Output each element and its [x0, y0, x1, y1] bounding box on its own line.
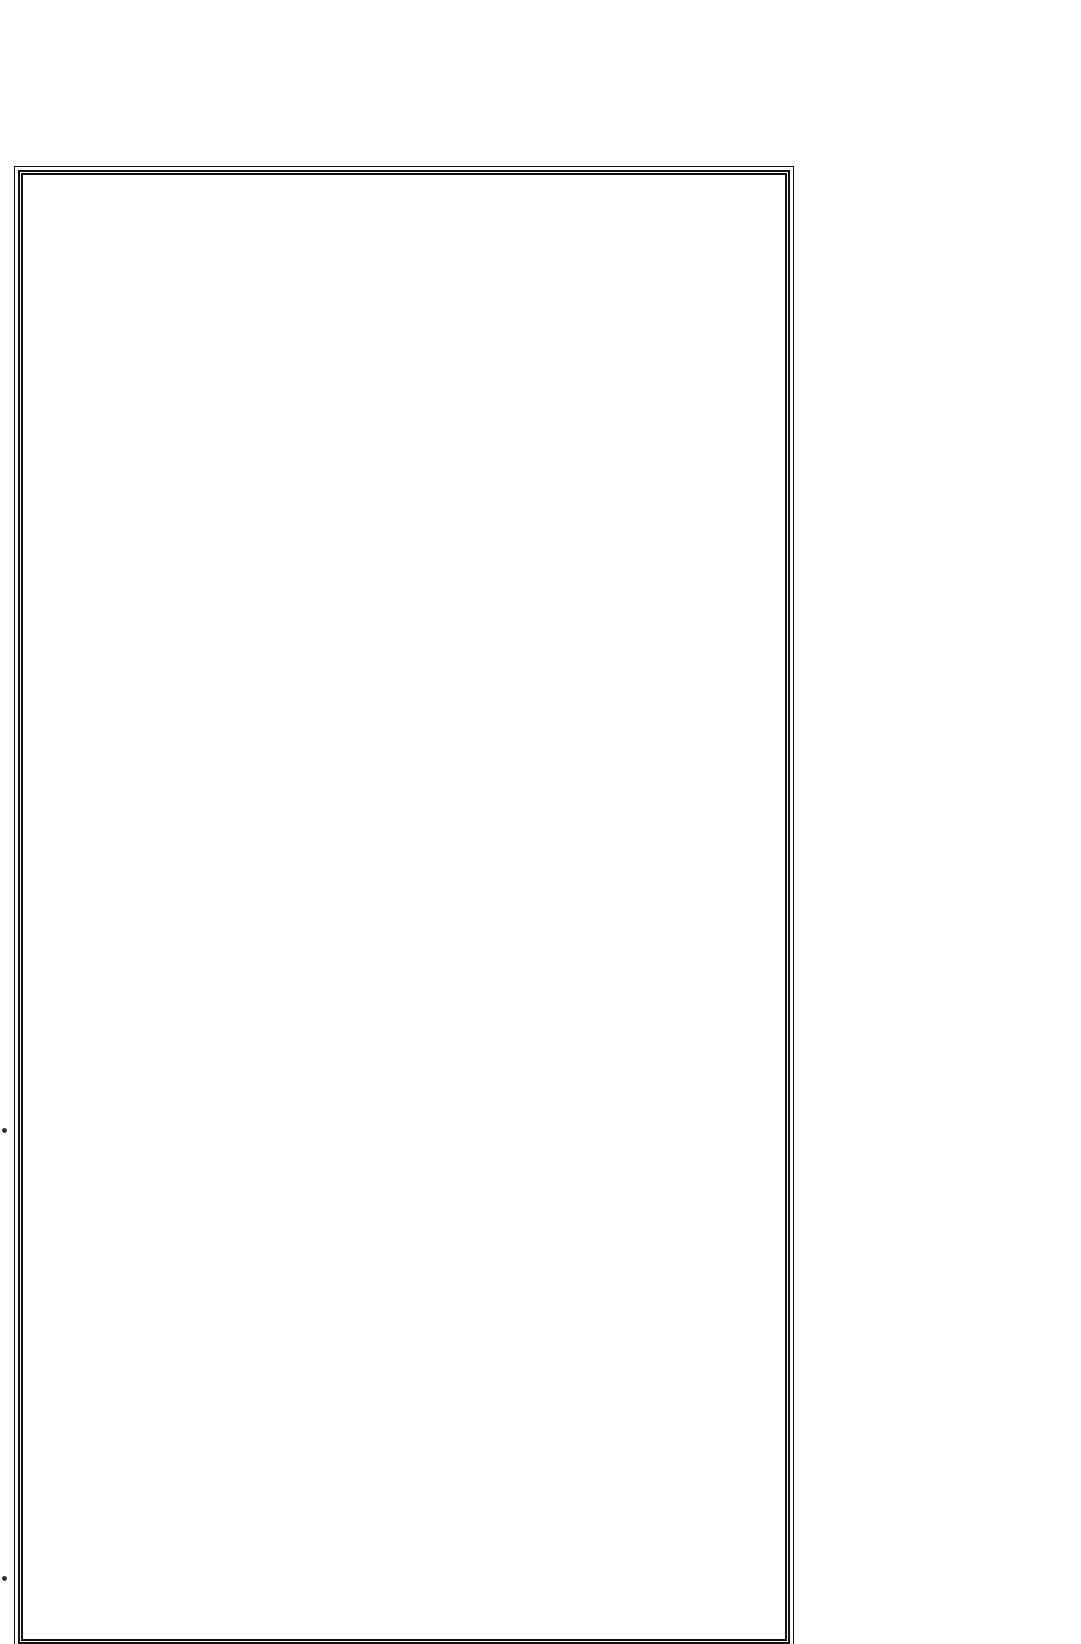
margin-marker-icon: [2, 1576, 7, 1581]
bottom-index-section: [14, 1487, 1066, 1503]
main-text-frame: [18, 170, 790, 1644]
bottom-index-superscript: [14, 1487, 1066, 1503]
margin-marker-icon: [2, 1128, 7, 1133]
